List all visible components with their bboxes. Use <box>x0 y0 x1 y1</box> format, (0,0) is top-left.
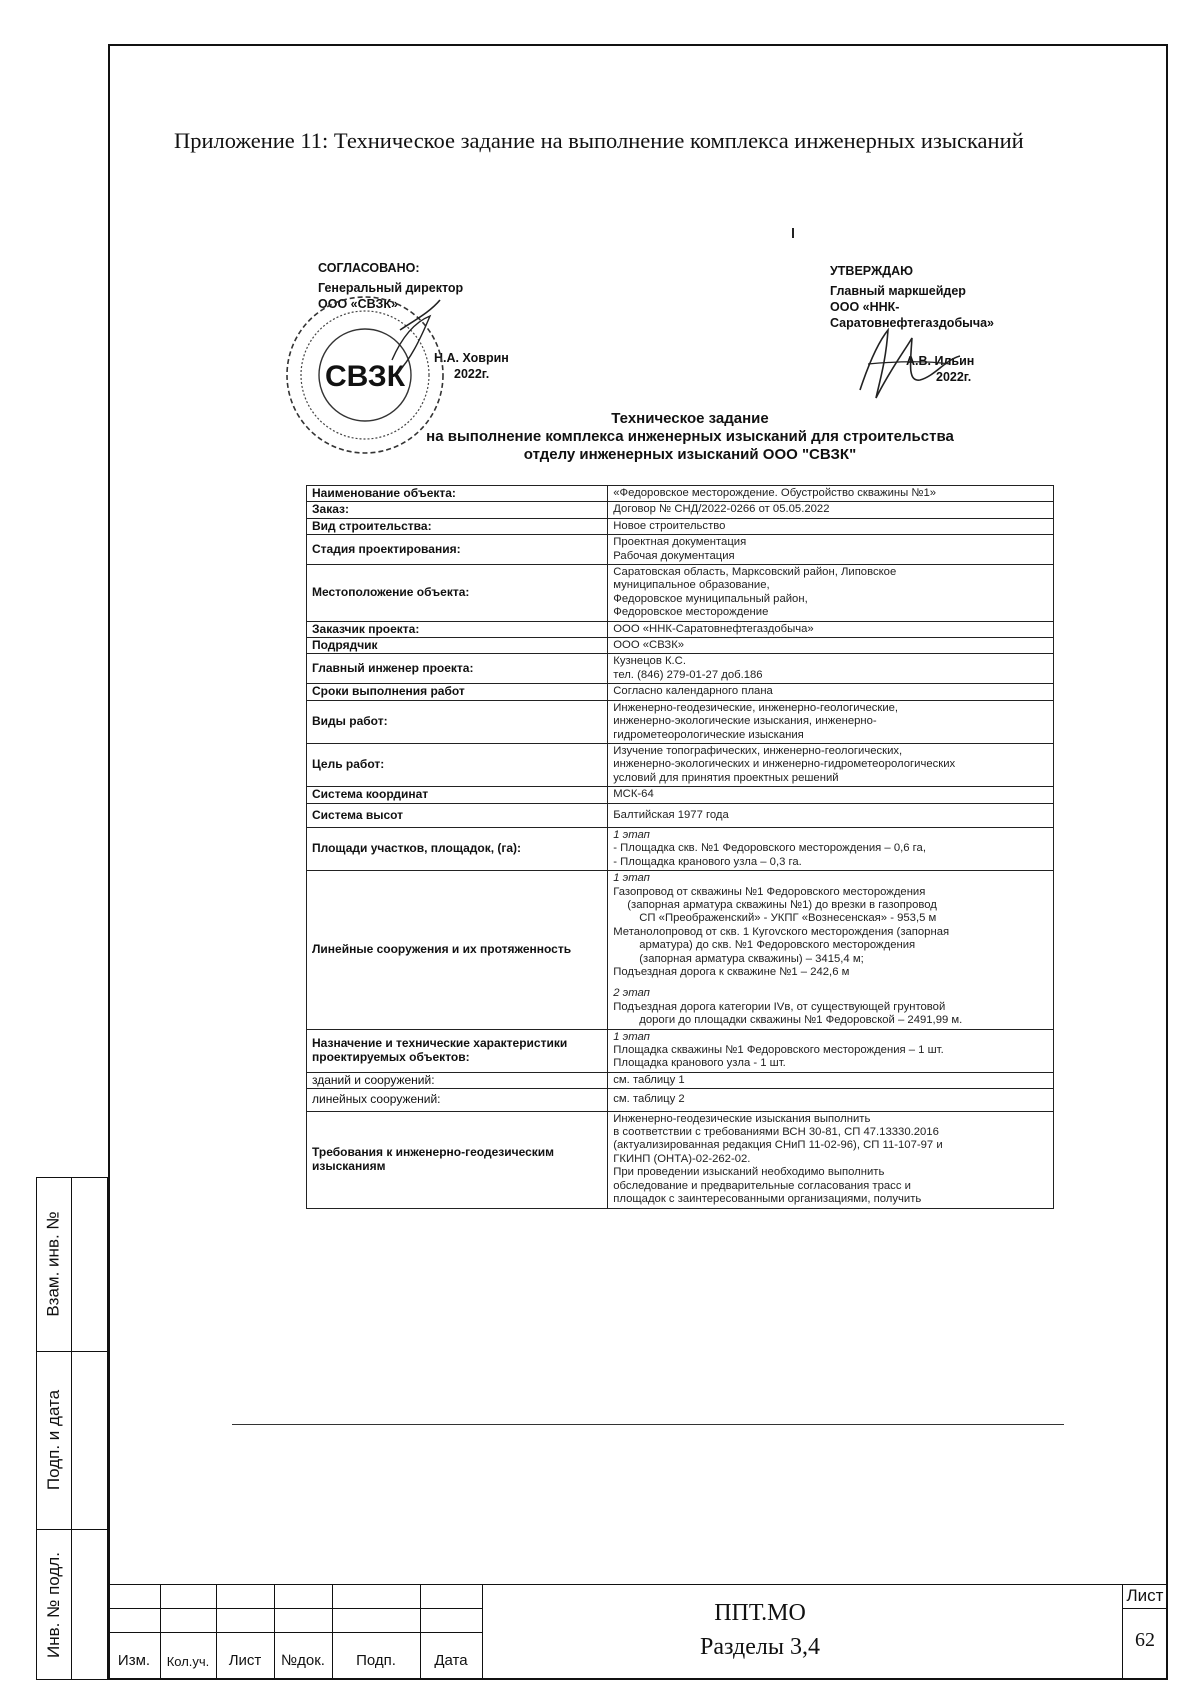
document-code-main: ППТ.МО <box>714 1600 806 1626</box>
row-value: ООО «СВЗК» <box>608 638 1054 654</box>
row-value: Проектная документация Рабочая документация <box>608 535 1054 565</box>
assignment-table <box>306 485 1054 1209</box>
row-value: 1 этап - Площадка скв. №1 Федоровского месторождения – 0,6 га, - Площадка кранового узла – 0,3 га. <box>608 827 1054 870</box>
table-row <box>307 743 1054 786</box>
row-value: Новое строительство <box>608 518 1054 534</box>
row-value: Кузнецов К.С. тел. (846) 279-01-27 доб.186 <box>608 654 1054 684</box>
row-key: Местоположение объекта: <box>307 565 608 622</box>
row-key: Вид строительства: <box>307 518 608 534</box>
table-row <box>307 827 1054 870</box>
signature-icon <box>850 320 970 410</box>
table-row <box>307 1111 1054 1208</box>
col-date-label: Дата <box>434 1652 468 1669</box>
row-key: Система высот <box>307 803 608 827</box>
assignment-heading-line1: Техническое задание <box>611 410 769 427</box>
row-value: «Федоровское месторождение. Обустройство скважины №1» <box>608 486 1054 502</box>
row-value: Договор № СНД/2022-0266 от 05.05.2022 <box>608 502 1054 518</box>
assignment-heading-line3: отделу инженерных изысканий ООО "СВЗК" <box>523 446 857 463</box>
table-row <box>307 621 1054 637</box>
appendix-title: Приложение 11: Техническое задание на выполнение комплекса инженерных изысканий <box>174 128 1024 153</box>
row-key: Наименование объекта: <box>307 486 608 502</box>
row-key: Заказ: <box>307 502 608 518</box>
col-sign-label: Подп. <box>356 1652 396 1669</box>
row-key: Подрядчик <box>307 638 608 654</box>
row-key: Главный инженер проекта: <box>307 654 608 684</box>
approval-right-heading: УТВЕРЖДАЮ <box>830 264 914 278</box>
approval-left-position: Генеральный директор <box>318 281 464 295</box>
row-value: Инженерно-геодезические, инженерно-геологические, инженерно-экологические изыскания, инженерно- гидрометеорологические изыскания <box>608 700 1054 743</box>
row-key: линейных сооружений: <box>307 1089 608 1111</box>
approval-right-position: Главный маркшейдер <box>830 284 966 298</box>
row-key: зданий и сооружений: <box>307 1072 608 1088</box>
table-row <box>307 535 1054 565</box>
table-row <box>307 700 1054 743</box>
replace-inventory-label: Взам. инв. № <box>44 1211 64 1317</box>
col-docno-label: №док. <box>281 1652 325 1669</box>
sign-date-label: Подп. и дата <box>44 1389 64 1491</box>
table-row <box>307 565 1054 622</box>
approval-left-year: 2022г. <box>454 367 490 381</box>
row-value: Согласно календарного плана <box>608 684 1054 700</box>
table-row <box>307 684 1054 700</box>
table-row <box>307 803 1054 827</box>
table-row <box>307 518 1054 534</box>
row-value: см. таблицу 1 <box>608 1072 1054 1088</box>
row-value: 1 этап Газопровод от скважины №1 Федоровского месторождения (запорная арматура скважины №1) до врезки в газопровод СП «Преображенский» - УКПГ «Вознесенская» - 953,5 м Метанолопровод от скв. 1 Кугovского месторождения (запорная арматура) до скв. №1 Федоровского месторождения (запорная арматура скважины) – 3415,4 м; Подъездная дорога к скважине №1 – 242,6 м 2 этап Подъездная дорога категории IVв, от существующей грунтовой дороги до площадки скважины №1 Федоровской – 2491,99 м. <box>608 871 1054 1029</box>
approval-left-company: ООО «СВЗК» <box>318 297 398 311</box>
approval-right-signer: А.В. Ильин <box>906 354 975 368</box>
approval-left-signer: Н.А. Ховрин <box>434 351 509 365</box>
approval-right-company-line2: Саратовнефтегаздобыча» <box>830 316 994 330</box>
document-subtitle: Разделы 3,4 <box>699 1634 820 1660</box>
row-key: Система координат <box>307 787 608 803</box>
row-value: 1 этап Площадка скважины №1 Федоровского месторождения – 1 шт. Площадка кранового узла - 1 шт. <box>608 1029 1054 1072</box>
row-value: МСК-64 <box>608 787 1054 803</box>
page-separator <box>232 1424 1064 1425</box>
col-change-label: Изм. <box>117 1652 151 1669</box>
assignment-heading <box>380 410 1000 464</box>
row-value: Балтийская 1977 года <box>608 803 1054 827</box>
row-key: Заказчик проекта: <box>307 621 608 637</box>
row-key: Назначение и технические характеристики проектируемых объектов: <box>307 1029 608 1072</box>
col-sheet-label: Лист <box>228 1652 262 1669</box>
table-row <box>307 654 1054 684</box>
sheet-label: Лист <box>1126 1586 1164 1605</box>
approval-left-heading: СОГЛАСОВАНО: <box>318 261 420 275</box>
row-key: Цель работ: <box>307 743 608 786</box>
table-row <box>307 1029 1054 1072</box>
table-row <box>307 1072 1054 1088</box>
row-key: Стадия проектирования: <box>307 535 608 565</box>
row-key: Линейные сооружения и их протяженность <box>307 871 608 1029</box>
table-row <box>307 1089 1054 1111</box>
row-value: ООО «ННК-Саратовнефтегаздобыча» <box>608 621 1054 637</box>
row-key: Виды работ: <box>307 700 608 743</box>
original-inventory-label: Инв. № подл. <box>44 1551 63 1658</box>
row-value: Изучение топографических, инженерно-геологических, инженерно-экологических и инженерно-гидрометеорологических условий для принятия проектных решений <box>608 743 1054 786</box>
table-row <box>307 502 1054 518</box>
col-count-label: Кол.уч. <box>166 1654 210 1669</box>
document-code <box>538 1596 982 1664</box>
table-row <box>307 787 1054 803</box>
table-row <box>307 871 1054 1029</box>
sheet-number: 62 <box>1135 1629 1155 1651</box>
seal-lettering: СВЗК <box>324 360 406 393</box>
row-key: Площади участков, площадок, (га): <box>307 827 608 870</box>
title-block <box>108 1584 1168 1680</box>
row-key: Требования к инженерно-геодезическим изысканиям <box>307 1111 608 1208</box>
approval-right-year: 2022г. <box>936 370 972 384</box>
table-row <box>307 638 1054 654</box>
row-value: см. таблицу 2 <box>608 1089 1054 1111</box>
assignment-heading-line2: на выполнение комплекса инженерных изысканий для строительства <box>426 428 954 445</box>
row-value: Инженерно-геодезические изыскания выполнить в соответствии с требованиями ВСН 30-81, СП 47.13330.2016 (актуализированная редакция СНиП 11-02-96), СП 11-107-97 и ГКИНП (ОНТА)-02-262-02. При проведении изысканий необходимо выполнить обследование и предварительные согласования трасс и площадок с заинтересованными организациями, получить <box>608 1111 1054 1208</box>
approval-right-company-line1: ООО «ННК- <box>830 300 900 314</box>
row-value: Саратовская область, Марксовский район, Липовское муниципальное образование, Федоровское муниципальный район, Федоровское месторождение <box>608 565 1054 622</box>
row-key: Сроки выполнения работ <box>307 684 608 700</box>
table-row <box>307 486 1054 502</box>
